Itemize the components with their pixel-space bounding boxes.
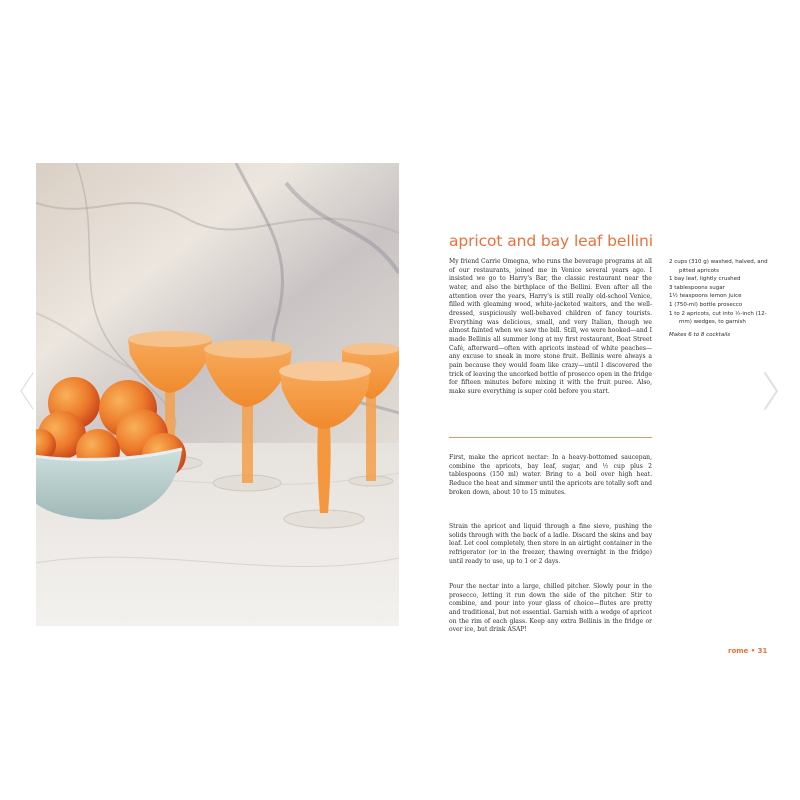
- recipe-yield: Makes 6 to 8 cocktails: [669, 331, 731, 338]
- ingredient-item: 1 bay leaf, lightly crushed: [669, 276, 741, 283]
- chevron-left-icon[interactable]: [14, 366, 40, 416]
- ingredient-item: 3 tablespoons sugar: [669, 284, 725, 291]
- recipe-step-3: Pour the nectar into a large, chilled pitcher. Slowly pour in the prosecco, letting it run down the side of the pitcher. Stir to combine, and pour into your glass of choice—flutes are pretty and traditional, but not essential. Garnish with a wedge of apricot on the rim of each glass. Keep any extra Bellinis in the fridge or over ice, but drink ASAP!: [449, 583, 652, 634]
- bellini-photo: [36, 163, 399, 626]
- ingredient-item: 1 (750-ml) bottle prosecco: [669, 301, 743, 308]
- ingredient-list: [669, 258, 779, 339]
- ingredient-item: 2 cups (310 g) washed, halved, and pitted apricots: [669, 259, 768, 274]
- recipe-step-1: First, make the apricot nectar: In a heavy-bottomed saucepan, combine the apricots, bay leaf, sugar, and ½ cup plus 2 tablespoons (150 ml) water. Bring to a boil over high heat. Reduce the heat and simmer until the apricots are totally soft and broken down, about 10 to 15 minutes.: [449, 454, 652, 496]
- ingredient-item: 1 to 2 apricots, cut into ½-inch (12-mm) wedges, to garnish: [669, 310, 767, 326]
- page-folio: rome • 31: [728, 647, 768, 655]
- chevron-right-icon[interactable]: [758, 366, 784, 416]
- section-divider: [449, 437, 652, 438]
- recipe-intro: My friend Carrie Omegna, who runs the beverage programs at all of our restaurants, joined me in Venice several years ago. I insisted we go to Harry's Bar, the classic restaurant near the water, and also the birthplace of the Bellini. Even after all the attention over the years, Harry's is still really old-school Venice, filled with gleaming wood, white-jacketed waiters, and the well-dressed, suspiciously well-behaved children of fancy tourists. Everything was delicious, small, and very Italian, though we almost fainted when we saw the bill. Still, we were hooked—and I made Bellinis all summer long at my first restaurant, Boat Street Café, afterward—often with apricots instead of white peaches—any excuse to sneak in more stone fruit. Bellinis were always a pain because they would foam like crazy—until I discovered the trick of leaving the uncorked bottle of prosecco open in the fridge for fifteen minutes before mixing it with the fruit puree. Also, make sure everything is super cold before you start.: [449, 258, 652, 395]
- ingredient-item: 1½ teaspoons lemon juice: [669, 293, 742, 300]
- recipe-title: apricot and bay leaf bellini: [449, 232, 653, 250]
- recipe-step-2: Strain the apricot and liquid through a fine sieve, pushing the solids through with the back of a ladle. Discard the skins and bay leaf. Let cool completely, then store in an airtight container in the refrigerator (or in the freezer, thawing overnight in the fridge) until ready to use, up to 1 or 2 days.: [449, 523, 652, 565]
